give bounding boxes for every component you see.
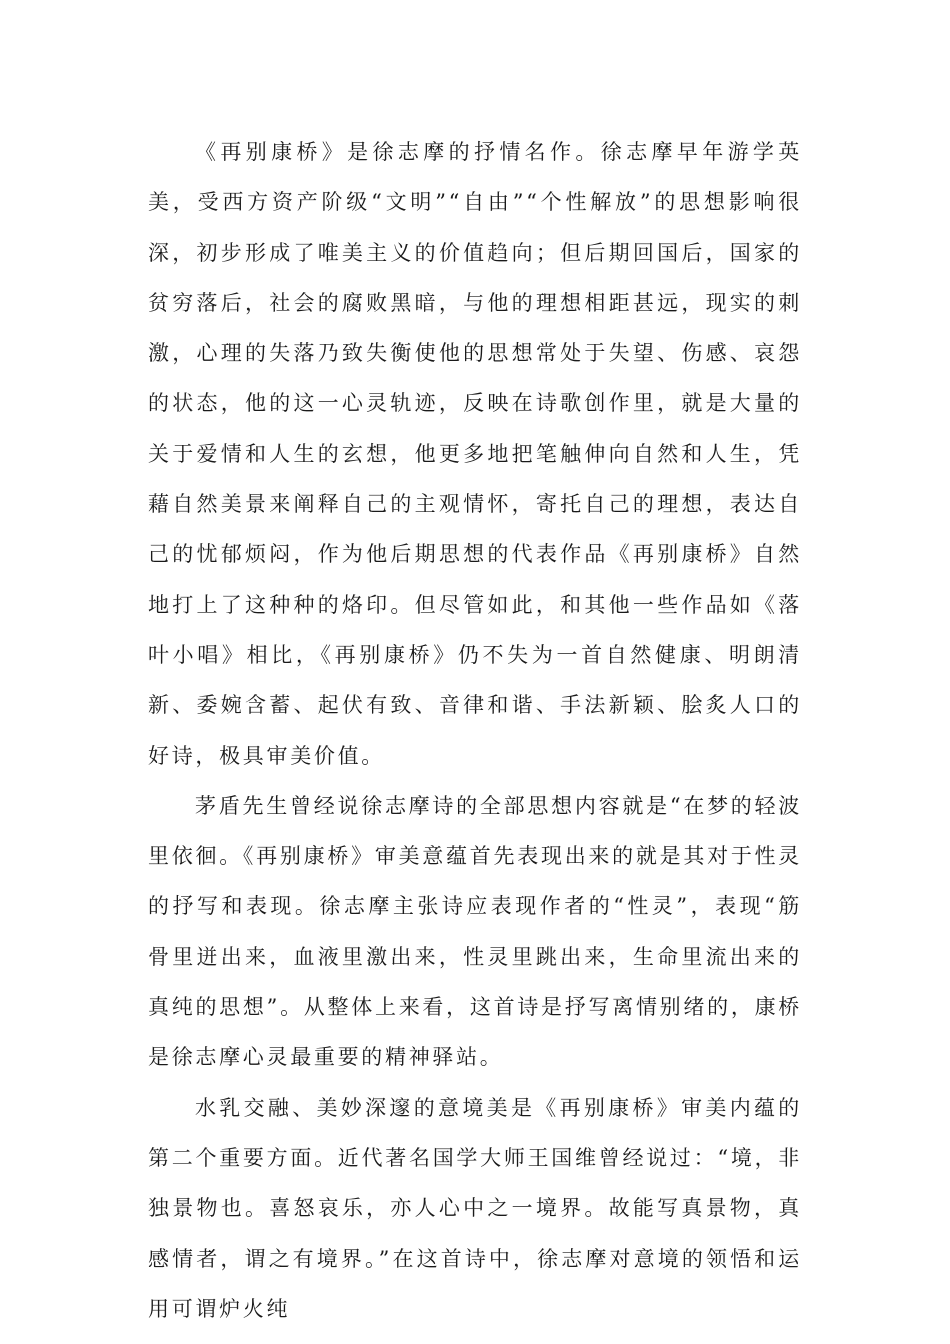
paragraph-1: 《再别康桥》是徐志摩的抒情名作。徐志摩早年游学英美，受西方资产阶级“文明”“自由”“个性解放”的思想影响很深，初步形成了唯美主义的价值趋向；但后期回国后，国家的贫穷落后，社会的腐败黑暗，与他的理想相距甚远，现实的刺激，心理的失落乃致失衡使他的思想常处于失望、伤感、哀怨的状态，他的这一心灵轨迹，反映在诗歌创作里，就是大量的关于爱情和人生的玄想，他更多地把笔触伸向自然和人生，凭藉自然美景来阐释自己的主观情怀，寄托自己的理想，表达自己的忧郁烦闷，作为他后期思想的代表作品《再别康桥》自然地打上了这种种的烙印。但尽管如此，和其他一些作品如《落叶小唱》相比，《再别康桥》仍不失为一首自然健康、明朗清新、委婉含蓄、起伏有致、音律和谐、手法新颖、脍炙人口的好诗，极具审美价值。 [148,140,802,768]
paragraph-2: 茅盾先生曾经说徐志摩诗的全部思想内容就是“在梦的轻波里依徊。《再别康桥》审美意蕴首先表现出来的就是其对于性灵的抒写和表现。徐志摩主张诗应表现作者的“性灵”，表现“筋骨里迸出来，血液里激出来，性灵里跳出来，生命里流出来的真纯的思想”。从整体上来看，这首诗是抒写离情别绪的，康桥是徐志摩心灵最重要的精神驿站。 [148,793,802,1070]
paragraph-3: 水乳交融、美妙深邃的意境美是《再别康桥》审美内蕴的第二个重要方面。近代著名国学大师王国维曾经说过：“境，非独景物也。喜怒哀乐，亦人心中之一境界。故能写真景物，真感情者，谓之有境界。”在这首诗中，徐志摩对意境的领悟和运用可谓炉火纯 [148,1095,802,1321]
document-body [148,127,802,1334]
